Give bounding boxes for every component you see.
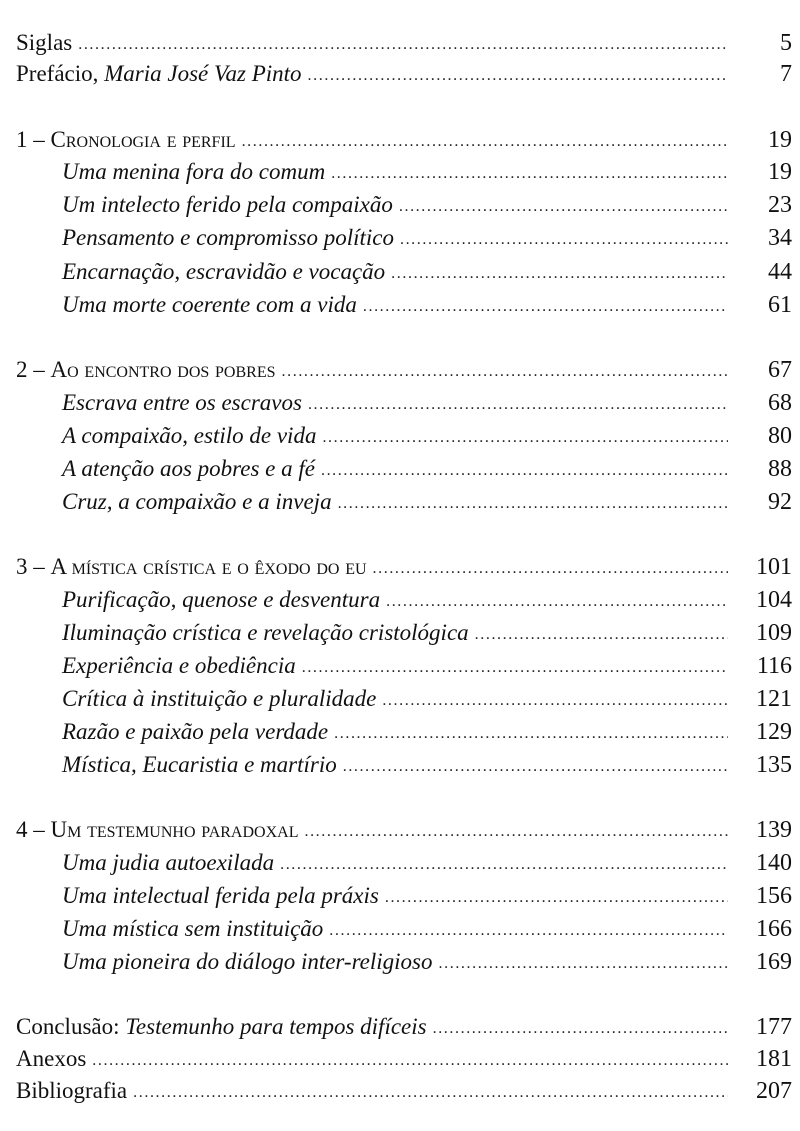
section-title: Iluminação crística e revelação cristológica [62,620,469,645]
section-title: Uma judia autoexilada [62,850,275,875]
toc-entry-conclusao[interactable] [16,1011,792,1043]
page-number: 34 [768,225,792,251]
page-number: 19 [768,127,792,153]
page-number: 169 [756,949,792,975]
page-number: 88 [768,456,792,482]
leader-dots [386,586,728,618]
toc-section[interactable] [62,189,792,221]
section-title: Escrava entre os escravos [62,390,302,415]
leader-dots [391,258,728,290]
section-title: A atenção aos pobres e a fé [62,456,315,481]
toc-section[interactable] [62,453,792,485]
leader-dots [304,816,728,848]
entry-title: Anexos [16,1046,87,1071]
toc-section[interactable] [62,156,792,188]
toc-section[interactable] [62,584,792,616]
leader-dots [133,1077,728,1109]
toc-entry-prefacio[interactable] [16,58,792,90]
toc-section[interactable] [62,847,792,879]
entry-title: Siglas [16,30,73,55]
page-number: 181 [756,1046,792,1072]
page-number: 5 [780,30,792,56]
leader-dots [399,191,728,223]
leader-dots [331,158,728,190]
leader-dots [433,1013,728,1045]
section-title: Um intelecto ferido pela compaixão [62,192,393,217]
section-title: Uma pioneira do diálogo inter-religioso [62,949,433,974]
leader-dots [302,652,728,684]
leader-dots [334,718,728,750]
toc-chapter-4[interactable] [16,814,792,846]
leader-dots [78,29,728,61]
page-number: 61 [768,292,792,318]
page-number: 166 [756,916,792,942]
section-title: A compaixão, estilo de vida [62,423,317,448]
page-number: 156 [756,883,792,909]
toc-chapter-1[interactable] [16,124,792,156]
section-title: Cruz, a compaixão e a inveja [62,489,332,514]
section-title: Uma intelectual ferida pela práxis [62,883,379,908]
toc-section[interactable] [62,880,792,912]
leader-dots [329,915,728,947]
toc-section[interactable] [62,913,792,945]
leader-dots [308,60,728,92]
page-number: 80 [768,423,792,449]
chapter-title: 4 – Um testemunho paradoxal [16,817,299,842]
page-number: 101 [756,554,792,580]
page-number: 23 [768,192,792,218]
leader-dots [322,422,728,454]
section-title: Uma morte coerente com a vida [62,292,357,317]
toc-entry-anexos[interactable] [16,1043,792,1075]
toc-section[interactable] [62,420,792,452]
toc-section[interactable] [62,749,792,781]
section-title: Encarnação, escravidão e vocação [62,259,386,284]
leader-dots [308,389,728,421]
section-title: Uma menina fora do comum [62,159,326,184]
entry-title: Conclusão: Testemunho para tempos difíceis [16,1014,427,1039]
toc-entry-siglas[interactable] [16,27,792,59]
toc-section[interactable] [62,387,792,419]
page-number: 207 [756,1078,792,1104]
toc-section[interactable] [62,683,792,715]
leader-dots [338,488,728,520]
toc-chapter-3[interactable] [16,551,792,583]
toc-section[interactable] [62,222,792,254]
chapter-title: 3 – A mística crística e o êxodo do eu [16,554,367,579]
page-number: 104 [756,587,792,613]
toc-section[interactable] [62,486,792,518]
toc-section[interactable] [62,289,792,321]
section-title: Purificação, quenose e desventura [62,587,381,612]
section-title: Pensamento e compromisso político [62,225,394,250]
page-number: 68 [768,390,792,416]
page-number: 44 [768,259,792,285]
toc-entry-bibliografia[interactable] [16,1075,792,1107]
section-title: Razão e paixão pela verdade [62,719,329,744]
toc-section[interactable] [62,946,792,978]
chapter-title: 2 – Ao encontro dos pobres [16,357,276,382]
leader-dots [321,455,728,487]
page-number: 177 [756,1014,792,1040]
page-number: 129 [756,719,792,745]
conclusion-subtitle: Testemunho para tempos difíceis [125,1014,427,1039]
page-number: 135 [756,752,792,778]
section-title: Mística, Eucaristia e martírio [62,752,337,777]
toc-chapter-2[interactable] [16,354,792,386]
leader-dots [373,553,728,585]
page-number: 109 [756,620,792,646]
leader-dots [282,356,728,388]
leader-dots [280,849,728,881]
page-number: 67 [768,357,792,383]
section-title: Experiência e obediência [62,653,296,678]
toc-section[interactable] [62,256,792,288]
page-number: 140 [756,850,792,876]
leader-dots [400,224,728,256]
section-title: Crítica à instituição e pluralidade [62,686,377,711]
leader-dots [385,882,728,914]
leader-dots [363,291,728,323]
toc-section[interactable] [62,716,792,748]
leader-dots [439,948,728,980]
page-number: 121 [756,686,792,712]
toc-section[interactable] [62,650,792,682]
page-number: 139 [756,817,792,843]
toc-section[interactable] [62,617,792,649]
page-number: 19 [768,159,792,185]
page-number: 7 [780,61,792,87]
preface-author: Maria José Vaz Pinto [104,61,302,86]
leader-dots [92,1045,728,1077]
entry-title: Bibliografia [16,1078,128,1103]
leader-dots [382,685,728,717]
leader-dots [475,619,728,651]
leader-dots [242,126,728,158]
section-title: Uma mística sem instituição [62,916,324,941]
page-number: 92 [768,489,792,515]
page-number: 116 [756,653,792,679]
chapter-title: 1 – Cronologia e perfil [16,127,236,152]
leader-dots [343,751,728,783]
entry-title: Prefácio, Maria José Vaz Pinto [16,61,302,86]
